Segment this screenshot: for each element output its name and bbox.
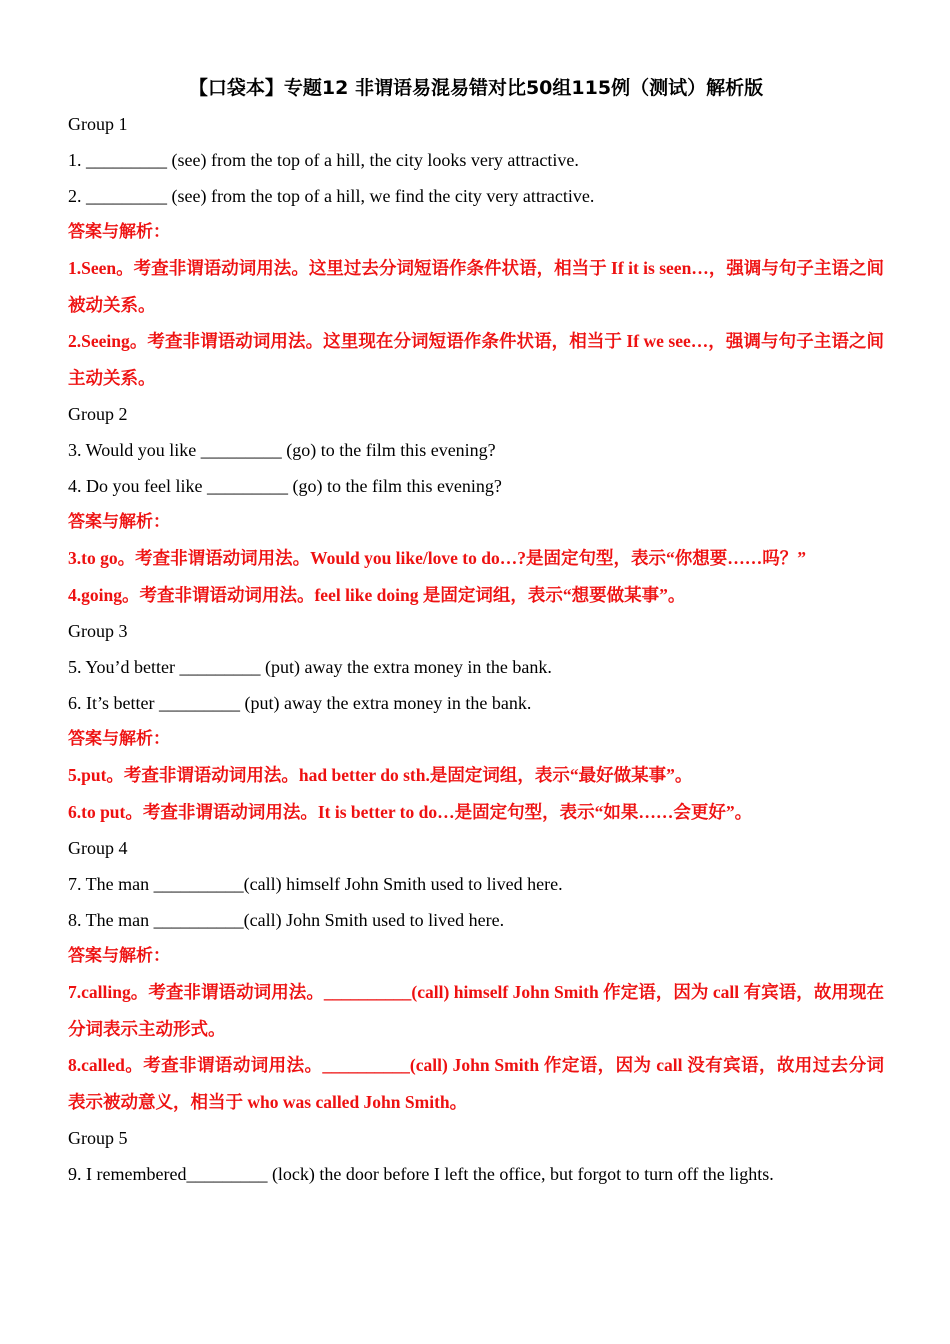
answer-4: 4.going。考查非谓语动词用法。feel like doing 是固定词组，表示“想要做某事”。	[68, 584, 686, 605]
group-4	[68, 830, 884, 1120]
question-4: 4. Do you feel like _________ (go) to the film this evening?	[68, 476, 502, 496]
answer-3: 3.to go。考查非谓语动词用法。Would you like/love to do…?是固定句型，表示“你想要……吗？”	[68, 548, 806, 568]
answer-label: 答案与解析：	[68, 512, 170, 532]
group-5	[68, 1120, 884, 1192]
document-page	[68, 70, 884, 1192]
answer-5: 5.put。考查非谓语动词用法。had better do sth.是固定词组，表示“最好做某事”。	[68, 765, 693, 785]
answer-label: 答案与解析：	[68, 222, 170, 242]
question-9: 9. I remembered_________ (lock) the door before I left the office, but forgot to turn off the lights.	[68, 1164, 774, 1184]
question-7: 7. The man __________(call) himself John Smith used to lived here.	[68, 874, 563, 894]
answer-2: 2.Seeing。考查非谓语动词用法。这里现在分词短语作条件状语，相当于 If we see…，强调与句子主语之间主动关系。	[68, 331, 884, 388]
group-heading: Group 2	[68, 404, 128, 424]
answer-1: 1.Seen。考查非谓语动词用法。这里过去分词短语作条件状语，相当于 If it is seen…，强调与句子主语之间被动关系。	[68, 258, 884, 315]
question-6: 6. It’s better _________ (put) away the extra money in the bank.	[68, 693, 532, 713]
group-heading: Group 1	[68, 114, 128, 134]
answer-label: 答案与解析：	[68, 946, 170, 966]
group-heading: Group 3	[68, 621, 128, 641]
group-heading: Group 5	[68, 1128, 128, 1148]
question-5: 5. You’d better _________ (put) away the extra money in the bank.	[68, 657, 552, 677]
answer-7: 7.calling。考查非谓语动词用法。__________(call) himself John Smith 作定语，因为 call 有宾语，故用现在分词表示主动形式。	[68, 982, 884, 1039]
question-3: 3. Would you like _________ (go) to the film this evening?	[68, 440, 496, 460]
answer-label: 答案与解析：	[68, 729, 170, 749]
question-1: 1. _________ (see) from the top of a hill, the city looks very attractive.	[68, 150, 579, 170]
answer-6: 6.to put。考查非谓语动词用法。It is better to do…是固定句型，表示“如果……会更好”。	[68, 801, 753, 822]
group-3	[68, 613, 884, 830]
question-8: 8. The man __________(call) John Smith used to lived here.	[68, 910, 505, 930]
group-heading: Group 4	[68, 838, 128, 858]
answer-8: 8.called。考查非谓语动词用法。__________(call) John Smith 作定语，因为 call 没有宾语，故用过去分词表示被动意义，相当于 who was called John Smith。	[68, 1055, 884, 1112]
page-title: 【口袋本】专题12 非谓语易混易错对比50组115例（测试）解析版	[188, 77, 764, 99]
question-2: 2. _________ (see) from the top of a hill, we find the city very attractive.	[68, 186, 595, 206]
group-1	[68, 106, 884, 396]
group-2	[68, 396, 884, 613]
